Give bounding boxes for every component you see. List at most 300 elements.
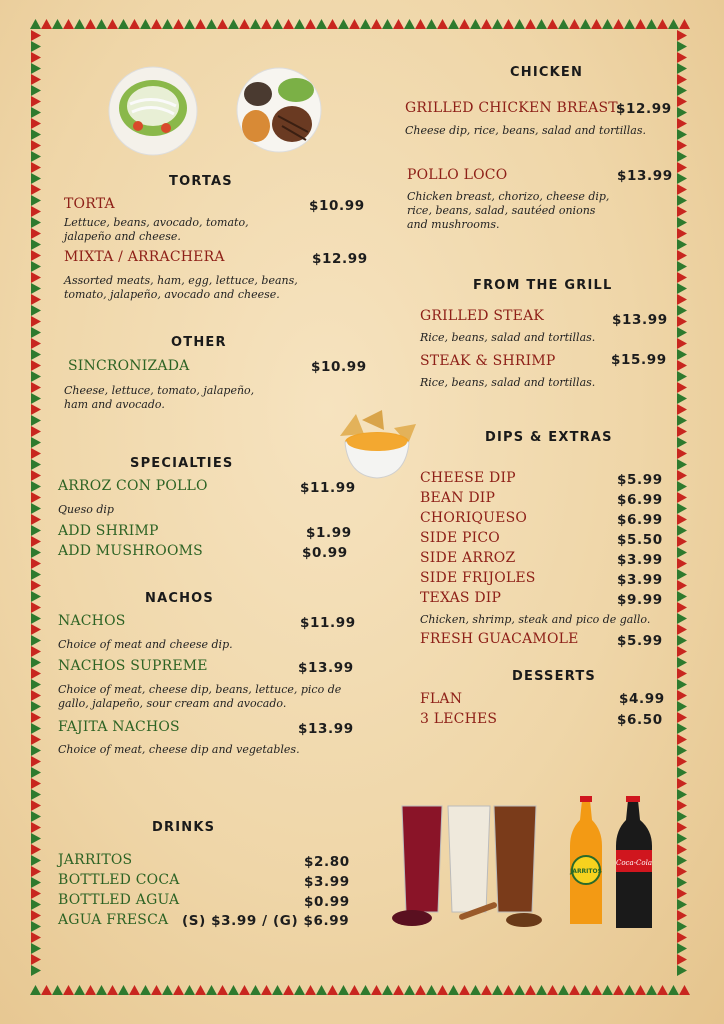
border-triangle — [536, 19, 547, 29]
border-triangle — [316, 985, 327, 995]
border-triangle — [677, 52, 687, 63]
border-triangle — [677, 294, 687, 305]
border-triangle — [677, 217, 687, 228]
border-triangle — [677, 701, 687, 712]
border-triangle — [31, 635, 41, 646]
price-dip: $3.99 — [617, 552, 663, 568]
border-triangle — [677, 635, 687, 646]
border-triangle — [677, 690, 687, 701]
border-triangle — [272, 19, 283, 29]
border-triangle — [31, 327, 41, 338]
border-triangle — [677, 591, 687, 602]
border-triangle — [547, 985, 558, 995]
border-triangle — [261, 985, 272, 995]
item-fresh-guacamole: FRESH GUACAMOLE — [420, 631, 579, 647]
desc-nachos: Choice of meat and cheese dip. — [58, 638, 233, 651]
border-triangle — [239, 19, 250, 29]
border-triangle — [31, 679, 41, 690]
section-title-tortas: TORTAS — [169, 174, 233, 189]
cheese-dip-photo — [334, 406, 420, 482]
item-pollo-loco: POLLO LOCO — [407, 167, 508, 183]
border-triangle — [31, 107, 41, 118]
border-triangle — [140, 19, 151, 29]
price-steak-and-shrimp: $15.99 — [611, 352, 667, 368]
border-triangle — [31, 756, 41, 767]
border-triangle — [677, 888, 687, 899]
border-triangle — [52, 19, 63, 29]
border-triangle — [624, 985, 635, 995]
border-triangle — [31, 723, 41, 734]
border-triangle — [349, 985, 360, 995]
border-triangle — [393, 985, 404, 995]
border-triangle — [107, 985, 118, 995]
border-triangle — [677, 426, 687, 437]
border-triangle — [31, 294, 41, 305]
border-triangle — [677, 129, 687, 140]
border-triangle — [470, 19, 481, 29]
border-triangle — [404, 19, 415, 29]
section-title-chicken: CHICKEN — [510, 65, 584, 80]
border-triangle — [31, 690, 41, 701]
border-triangle — [31, 877, 41, 888]
border-triangle — [31, 481, 41, 492]
item-3-leches: 3 LECHES — [420, 711, 498, 727]
item-add-mushrooms: ADD MUSHROOMS — [58, 543, 203, 559]
border-triangle — [503, 19, 514, 29]
border-triangle — [677, 404, 687, 415]
border-triangle — [31, 162, 41, 173]
border-triangle — [31, 547, 41, 558]
border-triangle — [173, 19, 184, 29]
border-triangle — [239, 985, 250, 995]
border-triangle — [677, 437, 687, 448]
price-grilled-steak: $13.99 — [612, 312, 668, 328]
item-agua-fresca: AGUA FRESCA — [58, 912, 169, 928]
border-bottom — [30, 984, 694, 996]
border-triangle — [677, 844, 687, 855]
border-triangle — [31, 921, 41, 932]
border-triangle — [31, 85, 41, 96]
border-triangle — [677, 734, 687, 745]
border-triangle — [31, 624, 41, 635]
border-triangle — [31, 316, 41, 327]
section-title-drinks: DRINKS — [152, 820, 216, 835]
border-triangle — [31, 536, 41, 547]
border-triangle — [677, 206, 687, 217]
desc-grilled-steak: Rice, beans, salad and tortillas. — [420, 331, 596, 344]
border-triangle — [635, 985, 646, 995]
border-triangle — [31, 613, 41, 624]
border-triangle — [677, 305, 687, 316]
border-triangle — [668, 19, 679, 29]
item-fajita-nachos: FAJITA NACHOS — [58, 719, 180, 735]
item-dip: CHORIQUESO — [420, 510, 528, 526]
border-triangle — [677, 140, 687, 151]
border-triangle — [31, 822, 41, 833]
border-triangle — [283, 19, 294, 29]
border-triangle — [338, 19, 349, 29]
border-triangle — [31, 349, 41, 360]
border-triangle — [677, 393, 687, 404]
border-triangle — [31, 30, 41, 41]
item-dip: BEAN DIP — [420, 490, 496, 506]
border-triangle — [613, 19, 624, 29]
border-triangle — [31, 789, 41, 800]
border-triangle — [492, 19, 503, 29]
border-triangle — [677, 800, 687, 811]
item-grilled-chicken-breast: GRILLED CHICKEN BREAST — [405, 100, 618, 116]
border-triangle — [217, 985, 228, 995]
border-triangle — [677, 822, 687, 833]
border-triangle — [31, 338, 41, 349]
border-triangle — [129, 985, 140, 995]
price-pollo-loco: $13.99 — [617, 168, 673, 184]
steak-plate-photo — [236, 66, 322, 154]
border-triangle — [635, 19, 646, 29]
border-triangle — [31, 580, 41, 591]
border-triangle — [31, 712, 41, 723]
border-triangle — [31, 811, 41, 822]
border-triangle — [283, 985, 294, 995]
border-triangle — [677, 646, 687, 657]
border-triangle — [31, 646, 41, 657]
price-grilled-chicken-breast: $12.99 — [616, 101, 672, 117]
border-triangle — [426, 985, 437, 995]
border-triangle — [677, 503, 687, 514]
price-dip: $5.50 — [617, 532, 663, 548]
border-triangle — [677, 954, 687, 965]
desc-nachos-supreme: Choice of meat, cheese dip, beans, lettuce, pico de gallo, jalapeño, sour cream and avocado. — [58, 683, 342, 710]
border-triangle — [677, 855, 687, 866]
border-triangle — [382, 19, 393, 29]
border-triangle — [677, 371, 687, 382]
border-triangle — [31, 525, 41, 536]
border-triangle — [536, 985, 547, 995]
border-triangle — [677, 745, 687, 756]
border-triangle — [31, 954, 41, 965]
border-triangle — [677, 811, 687, 822]
border-triangle — [140, 985, 151, 995]
border-triangle — [679, 19, 690, 29]
desc-mixta-arrachera: Assorted meats, ham, egg, lettuce, beans, tomato, jalapeño, avocado and cheese. — [64, 274, 298, 301]
border-triangle — [316, 19, 327, 29]
border-triangle — [677, 151, 687, 162]
border-triangle — [677, 448, 687, 459]
border-triangle — [613, 985, 624, 995]
border-triangle — [41, 985, 52, 995]
border-triangle — [591, 985, 602, 995]
border-triangle — [31, 866, 41, 877]
border-triangle — [677, 239, 687, 250]
border-triangle — [677, 459, 687, 470]
border-triangle — [31, 437, 41, 448]
border-triangle — [118, 985, 129, 995]
border-triangle — [677, 679, 687, 690]
price-3-leches: $6.50 — [617, 712, 663, 728]
price-arroz-con-pollo: $11.99 — [300, 480, 356, 496]
price-dip: $6.99 — [617, 512, 663, 528]
border-triangle — [415, 19, 426, 29]
desc-arroz-con-pollo: Queso dip — [58, 503, 114, 516]
border-triangle — [31, 800, 41, 811]
border-triangle — [31, 261, 41, 272]
border-triangle — [31, 96, 41, 107]
border-triangle — [677, 558, 687, 569]
border-triangle — [677, 195, 687, 206]
border-triangle — [31, 140, 41, 151]
border-triangle — [31, 943, 41, 954]
border-triangle — [31, 206, 41, 217]
border-triangle — [151, 985, 162, 995]
desc-sincronizada: Cheese, lettuce, tomato, jalapeño, ham and avocado. — [64, 384, 255, 411]
border-triangle — [470, 985, 481, 995]
border-triangle — [31, 371, 41, 382]
border-triangle — [677, 580, 687, 591]
price-dip: $3.99 — [617, 572, 663, 588]
border-triangle — [31, 965, 41, 976]
border-triangle — [250, 19, 261, 29]
border-triangle — [63, 19, 74, 29]
item-mixta-arrachera: MIXTA / ARRACHERA — [64, 249, 225, 265]
item-bottled-agua: BOTTLED AGUA — [58, 892, 180, 908]
item-sincronizada: SINCRONIZADA — [68, 358, 190, 374]
border-triangle — [31, 195, 41, 206]
border-triangle — [31, 41, 41, 52]
border-triangle — [31, 932, 41, 943]
item-nachos: NACHOS — [58, 613, 126, 629]
price-dip: $6.99 — [617, 492, 663, 508]
border-triangle — [657, 985, 668, 995]
border-triangle — [31, 63, 41, 74]
border-triangle — [250, 985, 261, 995]
border-right — [676, 30, 688, 984]
border-triangle — [679, 985, 690, 995]
border-triangle — [459, 985, 470, 995]
border-triangle — [31, 217, 41, 228]
border-triangle — [162, 985, 173, 995]
border-triangle — [74, 985, 85, 995]
border-triangle — [677, 492, 687, 503]
section-title-specialties: SPECIALTIES — [130, 456, 234, 471]
border-triangle — [677, 470, 687, 481]
border-triangle — [677, 789, 687, 800]
item-torta: TORTA — [64, 196, 115, 212]
border-triangle — [677, 910, 687, 921]
border-triangle — [371, 985, 382, 995]
border-triangle — [677, 316, 687, 327]
item-dip: SIDE ARROZ — [420, 550, 516, 566]
border-triangle — [31, 503, 41, 514]
border-triangle — [459, 19, 470, 29]
border-triangle — [30, 19, 41, 29]
border-triangle — [677, 547, 687, 558]
section-title-nachos: NACHOS — [145, 591, 214, 606]
border-triangle — [591, 19, 602, 29]
border-triangle — [52, 985, 63, 995]
border-triangle — [677, 63, 687, 74]
border-triangle — [184, 985, 195, 995]
price-torta: $10.99 — [309, 198, 365, 214]
price-bottled-coca: $3.99 — [304, 874, 350, 890]
border-triangle — [646, 19, 657, 29]
border-triangle — [31, 459, 41, 470]
border-triangle — [437, 19, 448, 29]
border-triangle — [206, 985, 217, 995]
border-triangle — [393, 19, 404, 29]
desc-torta: Lettuce, beans, avocado, tomato, jalapeño and cheese. — [64, 216, 249, 243]
border-triangle — [624, 19, 635, 29]
border-triangle — [677, 602, 687, 613]
border-triangle — [31, 52, 41, 63]
item-flan: FLAN — [420, 691, 463, 707]
border-triangle — [514, 985, 525, 995]
enchilada-plate-photo — [108, 66, 198, 156]
item-add-shrimp: ADD SHRIMP — [58, 523, 159, 539]
border-triangle — [31, 778, 41, 789]
border-triangle — [677, 481, 687, 492]
price-agua-fresca: (S) $3.99 / (G) $6.99 — [182, 913, 350, 929]
border-triangle — [677, 415, 687, 426]
price-nachos-supreme: $13.99 — [298, 660, 354, 676]
border-triangle — [31, 360, 41, 371]
border-triangle — [338, 985, 349, 995]
border-triangle — [677, 85, 687, 96]
border-triangle — [31, 514, 41, 525]
border-triangle — [173, 985, 184, 995]
section-title-desserts: DESSERTS — [512, 669, 596, 684]
border-triangle — [85, 19, 96, 29]
border-triangle — [677, 613, 687, 624]
border-triangle — [31, 767, 41, 778]
border-triangle — [677, 712, 687, 723]
border-triangle — [31, 415, 41, 426]
border-triangle — [371, 19, 382, 29]
section-title-other: OTHER — [171, 335, 227, 350]
item-grilled-steak: GRILLED STEAK — [420, 308, 545, 324]
border-triangle — [668, 985, 679, 995]
border-triangle — [580, 19, 591, 29]
border-triangle — [404, 985, 415, 995]
border-triangle — [677, 525, 687, 536]
price-mixta-arrachera: $12.99 — [312, 251, 368, 267]
border-triangle — [184, 19, 195, 29]
border-triangle — [677, 921, 687, 932]
coca-logo-text: Coca-Cola — [615, 859, 653, 867]
border-triangle — [415, 985, 426, 995]
border-triangle — [31, 833, 41, 844]
border-triangle — [31, 569, 41, 580]
border-triangle — [195, 985, 206, 995]
border-triangle — [677, 338, 687, 349]
border-triangle — [31, 272, 41, 283]
border-triangle — [677, 723, 687, 734]
price-nachos: $11.99 — [300, 615, 356, 631]
border-triangle — [448, 19, 459, 29]
border-triangle — [677, 877, 687, 888]
border-triangle — [31, 668, 41, 679]
border-triangle — [349, 19, 360, 29]
jarritos-logo-text: JARRITOS — [570, 868, 602, 875]
border-triangle — [360, 19, 371, 29]
price-flan: $4.99 — [619, 691, 665, 707]
border-triangle — [677, 899, 687, 910]
border-triangle — [74, 19, 85, 29]
border-triangle — [677, 41, 687, 52]
border-triangle — [646, 985, 657, 995]
border-triangle — [118, 19, 129, 29]
item-bottled-coca: BOTTLED COCA — [58, 872, 180, 888]
border-triangle — [31, 404, 41, 415]
item-dip: SIDE PICO — [420, 530, 500, 546]
price-dip: $5.99 — [617, 472, 663, 488]
item-dip: CHEESE DIP — [420, 470, 516, 486]
border-triangle — [569, 985, 580, 995]
border-triangle — [31, 151, 41, 162]
border-triangle — [294, 19, 305, 29]
price-add-shrimp: $1.99 — [306, 525, 352, 541]
border-triangle — [677, 272, 687, 283]
border-triangle — [503, 985, 514, 995]
border-triangle — [31, 701, 41, 712]
border-triangle — [327, 19, 338, 29]
border-triangle — [481, 985, 492, 995]
border-triangle — [677, 30, 687, 41]
border-triangle — [31, 239, 41, 250]
border-triangle — [677, 657, 687, 668]
border-triangle — [129, 19, 140, 29]
desc-grilled-chicken-breast: Cheese dip, rice, beans, salad and tortillas. — [405, 124, 647, 137]
border-triangle — [677, 118, 687, 129]
border-triangle — [31, 448, 41, 459]
border-triangle — [677, 668, 687, 679]
border-triangle — [96, 985, 107, 995]
border-triangle — [677, 569, 687, 580]
border-triangle — [96, 19, 107, 29]
border-triangle — [31, 129, 41, 140]
border-triangle — [31, 184, 41, 195]
border-triangle — [677, 228, 687, 239]
price-sincronizada: $10.99 — [311, 359, 367, 375]
border-triangle — [228, 19, 239, 29]
border-triangle — [195, 19, 206, 29]
border-triangle — [677, 349, 687, 360]
border-triangle — [294, 985, 305, 995]
border-triangle — [31, 228, 41, 239]
border-triangle — [677, 107, 687, 118]
border-triangle — [677, 965, 687, 976]
border-triangle — [677, 833, 687, 844]
price-fresh-guacamole: $5.99 — [617, 633, 663, 649]
border-triangle — [525, 985, 536, 995]
drinks-photo — [386, 796, 660, 936]
border-triangle — [492, 985, 503, 995]
border-triangle — [31, 558, 41, 569]
border-triangle — [31, 283, 41, 294]
border-triangle — [677, 767, 687, 778]
border-triangle — [327, 985, 338, 995]
border-triangle — [677, 756, 687, 767]
border-triangle — [31, 657, 41, 668]
border-triangle — [580, 985, 591, 995]
border-triangle — [602, 985, 613, 995]
border-triangle — [31, 492, 41, 503]
border-triangle — [31, 74, 41, 85]
border-triangle — [31, 855, 41, 866]
border-triangle — [107, 19, 118, 29]
price-fajita-nachos: $13.99 — [298, 721, 354, 737]
border-triangle — [525, 19, 536, 29]
border-triangle — [677, 173, 687, 184]
